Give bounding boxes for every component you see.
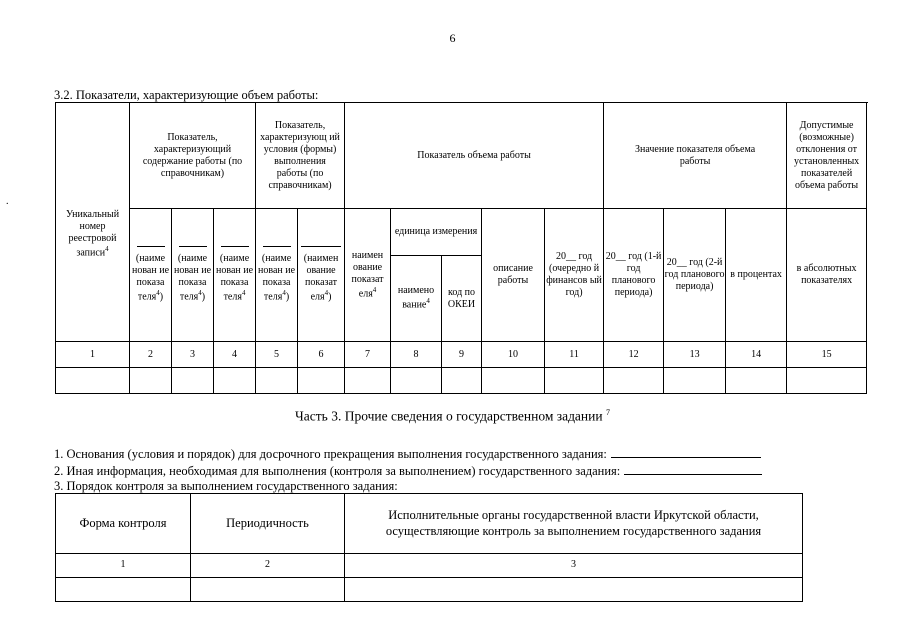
part3-line-3: 3. Порядок контроля за выполнением государственного задания: xyxy=(54,479,398,493)
col-number: 6 xyxy=(298,342,345,368)
deviation-percent: в процентах xyxy=(726,209,787,342)
col-number: 7 xyxy=(345,342,391,368)
year-plan-1: 20__ год (1-й год планового периода) xyxy=(604,209,664,342)
header-allowed-deviation: Допустимые (возможные) отклонения от установленных показателей объема работы xyxy=(787,103,867,209)
header-conditions-indicator: Показатель, характеризующ ий условия (формы) выполнения работы (по справочникам) xyxy=(256,103,345,209)
page-number: 6 xyxy=(449,31,456,45)
empty-data-row xyxy=(56,578,803,602)
col-number: 1 xyxy=(56,554,191,578)
col-number: 15 xyxy=(787,342,867,368)
part3-title: Часть 3. Прочие сведения о государственном задании $^7$ xyxy=(295,408,610,424)
col-number: 10 xyxy=(482,342,545,368)
header-periodicity: Периодичность xyxy=(191,494,345,554)
condition-indicator-name-1: (наиме нован ие показа теля$^4$) xyxy=(256,209,298,342)
content-indicator-name-3: (наиме нован ие показа теля$^4$ xyxy=(214,209,256,342)
unit-name: наимено вание$^4$ xyxy=(391,256,442,342)
col-number: 12 xyxy=(604,342,664,368)
header-volume-value: Значение показателя объема работы xyxy=(604,103,787,209)
col-number: 1 xyxy=(56,342,130,368)
unit-of-measure: единица измерения xyxy=(391,209,482,256)
part3-line-2: 2. Иная информация, необходимая для выполнения (контроля за выполнением) государственного задания: xyxy=(54,463,762,479)
fill-blank[interactable] xyxy=(611,446,761,458)
col-number: 9 xyxy=(442,342,482,368)
col-number: 2 xyxy=(130,342,172,368)
col-number: 5 xyxy=(256,342,298,368)
year-current: 20__ год (очередно й финансов ый год) xyxy=(545,209,604,342)
header-control-organs: Исполнительные органы государственной власти Иркутской области, осуществляющие контроль за выполнением государственного задания xyxy=(345,494,803,554)
deviation-absolute: в абсолютных показателях xyxy=(787,209,867,342)
column-numbers-row xyxy=(56,342,867,368)
margin-mark: . xyxy=(6,196,9,207)
okei-code: код по ОКЕИ xyxy=(442,256,482,342)
column-numbers-row xyxy=(56,554,803,578)
content-indicator-name-2: (наиме нован ие показа теля$^4$) xyxy=(172,209,214,342)
condition-indicator-name-2: (наимен ование показат еля$^4$) xyxy=(298,209,345,342)
col-number: 2 xyxy=(191,554,345,578)
header-control-form: Форма контроля xyxy=(56,494,191,554)
part3-line-1: 1. Основания (условия и порядок) для досрочного прекращения выполнения государственного задания: xyxy=(54,446,761,462)
col-number: 3 xyxy=(172,342,214,368)
col-number: 11 xyxy=(545,342,604,368)
year-plan-2: 20__ год (2-й год планового периода) xyxy=(664,209,726,342)
control-procedure-table xyxy=(55,493,803,602)
col-number: 3 xyxy=(345,554,803,578)
empty-data-row xyxy=(56,368,867,394)
col-number: 4 xyxy=(214,342,256,368)
col-number: 13 xyxy=(664,342,726,368)
header-volume-indicator: Показатель объема работы xyxy=(345,103,604,209)
work-volume-table xyxy=(55,102,867,394)
header-content-indicator: Показатель, характеризующий содержание работы (по справочникам) xyxy=(130,103,256,209)
work-description: описание работы xyxy=(482,209,545,342)
content-indicator-name-1: (наиме нован ие показа теля$^4$) xyxy=(130,209,172,342)
section-title: 3.2. Показатели, характеризующие объем работы: xyxy=(54,88,319,102)
col-number: 8 xyxy=(391,342,442,368)
fill-blank[interactable] xyxy=(624,463,762,475)
header-unique-number: Уникальный номер реестровой записи$^4$ xyxy=(56,103,130,342)
volume-indicator-name: наимен ование показат еля$^4$ xyxy=(345,209,391,342)
col-number: 14 xyxy=(726,342,787,368)
